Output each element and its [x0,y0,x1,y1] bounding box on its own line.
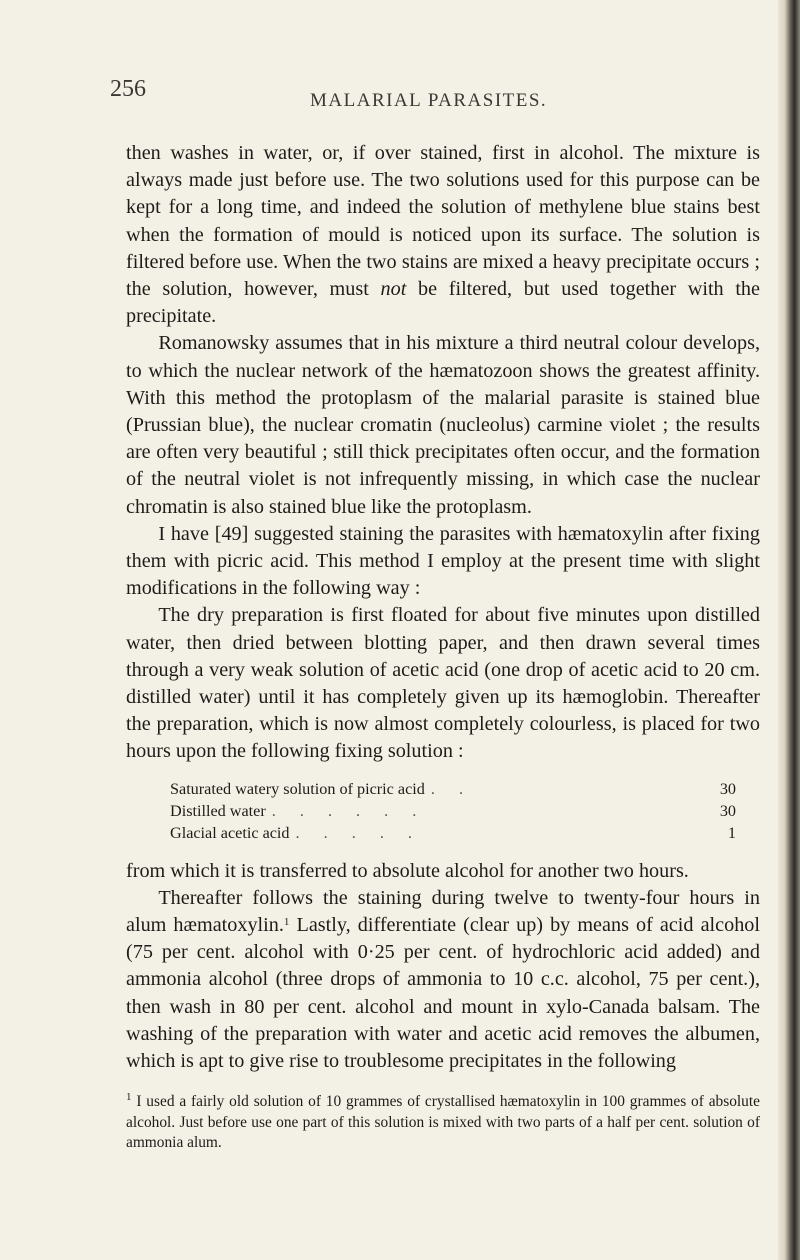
recipe-row [170,800,736,822]
paragraph: from which it is transferred to absolute alcohol for another two hours. [126,859,689,882]
recipe-leader-dots: . . [430,779,474,798]
recipe-ingredient: Glacial acetic acid [170,823,290,842]
paragraph-text: be filtered, but used together with the precipitate. [126,278,760,328]
paragraph: I have [49] suggested staining the parasites with hæmatoxylin after fixing them with picric acid. This method I employ at the present time with slight modifications in the following way : [126,522,760,600]
recipe-ingredient: Saturated watery solution of picric acid [170,779,425,798]
page-number: 256 [110,76,146,102]
recipe-row [170,822,736,844]
book-spine-shadow [778,0,800,1260]
recipe-ingredient: Distilled water [170,801,266,820]
footnote [126,1092,760,1154]
recipe-leader-dots: . . . . . [295,823,422,842]
paragraph-text: Thereafter follows the staining during twelve to twenty-four hours in alum hæmatoxylin. [126,886,760,937]
footnote-reference: 1 [283,916,290,929]
recipe-quantity: 30 [719,779,736,798]
body-text [126,140,760,1075]
recipe-quantity: 30 [719,801,736,820]
paragraph [126,140,760,330]
recipe-row [170,778,736,800]
fixing-solution-recipe [170,778,736,844]
footnote-text: I used a fairly old solution of 10 grammes of crystallised hæmatoxylin in 100 grammes of absolute alcohol. Just before use one part of this solution is mixed with two parts of a half per cent. solution of ammonia alum. [126,1093,760,1151]
recipe-leader-dots: . . . . . . [271,801,427,820]
paragraph: Romanowsky assumes that in his mixture a third neutral colour develops, to which the nuclear network of the hæmatozoon shows the greatest affinity. With this method the protoplasm of the malarial parasite is stained blue (Prussian blue), the nuclear cromatin (nucleolus) carmine violet ; the results are often very beautiful ; still thick precipitates often occur, and the formation of the neutral violet is not infrequently missing, in which case the nuclear chromatin is also stained blue like the protoplasm. [126,332,760,518]
page-header [110,76,790,111]
paragraph: The dry preparation is first floated for about five minutes upon distilled water, then dried between blotting paper, and then drawn several times through a very weak solution of acetic acid (one drop of acetic acid to 20 cm. distilled water) until it has completely given up its hæmoglobin. Thereafter the preparation, which is now almost completely colourless, is placed for two hours upon the following fixing solution : [126,604,760,763]
paragraph-text: Lastly, differentiate (clear up) by means of acid alcohol (75 per cent. alcohol with 0·25 per cent. of hydrochloric acid added) and ammonia alcohol (three drops of ammonia to 10 c.c. alcohol, 75 per cent.), then wash in 80 per cent. alcohol and mount in xylo-Canada balsam. The washing of the preparation with water and acetic acid removes the albumen, which is apt to give rise to troublesome precipitates in the following [126,914,760,1073]
running-title: MALARIAL PARASITES. [310,90,548,111]
footnote-marker: 1 [126,1091,132,1103]
paragraph-text: then washes in water, or, if over stained, first in alcohol. The mixture is always made just before use. The two solutions used for this purpose can be kept for a long time, and indeed the solution of methylene blue stains best when the formation of mould is noticed upon its surface. The solution is filtered before use. When the two stains are mixed a heavy precipitate occurs ; the solution, however, must [126,142,760,301]
recipe-quantity: 1 [727,823,736,842]
emphasis-text: not [380,278,407,301]
paragraph [126,885,760,1075]
